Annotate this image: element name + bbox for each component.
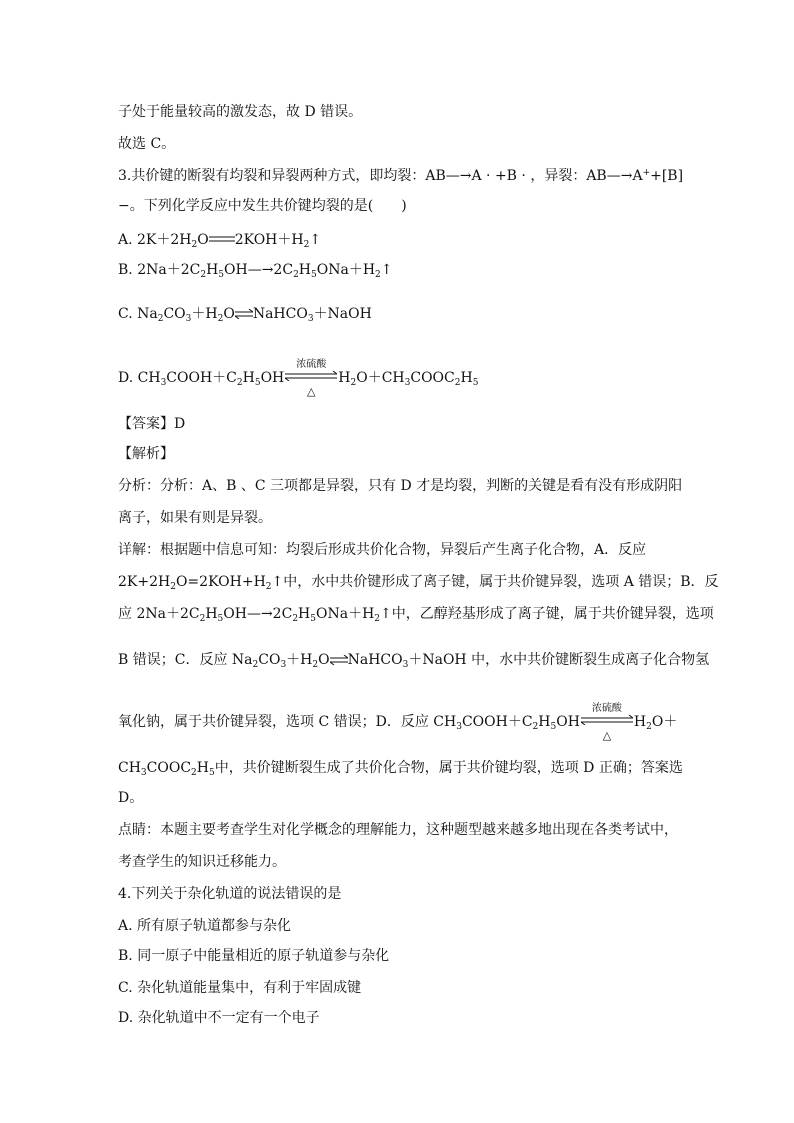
option-d: D. $CH_3COOH+C_2H_5OH$ 浓硫酸 △ $H_2O+CH_3COOC_2H_5$ bbox=[118, 359, 479, 398]
detail-text: 中，水中共价键形成了离子键，属于共价键异裂，选项 A 错误；B．反 bbox=[283, 574, 719, 590]
comment-line: 点睛：本题主要考查学生对化学概念的理解能力，这种题型越来越多地出现在各类考试中， bbox=[118, 822, 678, 838]
reversible-arrow bbox=[235, 305, 253, 325]
option-c: C. 杂化轨道能量集中，有利于牢固成键 bbox=[118, 980, 362, 996]
detail-line: B 错误；C．反应 $Na_2CO_3+H_2O$ NaHCO$_3$＋NaOH 中，水中共价键断裂生成离子化合物氢 bbox=[118, 652, 710, 670]
detail-line: D。 bbox=[118, 790, 144, 806]
option-a: A. 所有原子轨道都参与杂化 bbox=[118, 918, 292, 934]
option-d: D. 杂化轨道中不一定有一个电子 bbox=[118, 1010, 320, 1026]
stem-part: 3.共价键的断裂有均裂和异裂两种方式，即均裂：AB—→A · +B · ，异裂：AB—→A bbox=[118, 168, 643, 184]
detail-line: 详解：根据题中信息可知：均裂后形成共价化合物，异裂后产生离子化合物，A．反应 bbox=[118, 542, 647, 558]
text-line: 故选 C。 bbox=[118, 136, 176, 152]
reaction-condition-arrow bbox=[285, 359, 337, 398]
detail-text: 中，乙醇羟基形成了离子键，属于共价键异裂，选项 bbox=[391, 606, 714, 622]
reversible-arrow bbox=[330, 651, 348, 671]
answer: 【答案】D bbox=[118, 416, 186, 432]
equals-sign bbox=[209, 228, 235, 248]
comment-line: 考查学生的知识迁移能力。 bbox=[118, 854, 286, 870]
question-4-stem: 4.下列关于杂化轨道的说法错误的是 bbox=[118, 886, 342, 902]
option-label: D. bbox=[118, 370, 134, 386]
detail-text: 中，水中共价键断裂生成离子化合物氢 bbox=[471, 652, 710, 668]
heat-symbol: △ bbox=[602, 729, 612, 742]
detail-text: 应 bbox=[118, 606, 132, 622]
plus-sign: + bbox=[642, 168, 651, 178]
analysis-line: 离子，如果有则是异裂。 bbox=[118, 510, 272, 526]
analysis-line: 分析：分析：A、B 、C 三项都是异裂，只有 D 才是均裂，判断的关键是看有没有形成阴阳 bbox=[118, 478, 683, 494]
option-a: A. $2K+2H_2O$ $2KOH+H_2↑$ bbox=[118, 228, 321, 250]
detail-line: 应 $2Na+2C_2H_5OH—\to 2C_2H_5ONa+H_2↑$中，乙醇羟基形成了离子键，属于共价键异裂，选项 bbox=[118, 606, 714, 624]
detail-text: 中，共价键断裂生成了共价化合物，属于共价键均裂，选项 D 正确；答案选 bbox=[214, 760, 683, 776]
option-c: C. $Na_2CO_3+H_2O$ NaHCO$_3$＋NaOH bbox=[118, 306, 372, 324]
catalyst-label: 浓硫酸 bbox=[591, 703, 622, 714]
heat-symbol: △ bbox=[307, 385, 316, 398]
option-label: B. bbox=[118, 262, 133, 278]
question-3-stem bbox=[118, 166, 683, 186]
detail-text: B 错误；C．反应 bbox=[118, 652, 228, 668]
detail-line: 氧化钠，属于共价键异裂，选项 C 错误；D．反应 $CH_3COOH+C_2H_5OH$ 浓硫酸 △ $H_2O+$ bbox=[118, 703, 678, 742]
option-label: A. bbox=[118, 232, 133, 248]
option-b: B. $2Na+2C_2H_5OH—\to 2C_2H_5ONa+H_2↑$ bbox=[118, 262, 393, 280]
reaction-condition-arrow bbox=[581, 703, 633, 742]
option-label: C. bbox=[118, 306, 133, 322]
analysis-title: 【解析】 bbox=[118, 446, 174, 462]
stem-part: +[B] bbox=[650, 168, 684, 184]
text-line: 子处于能量较高的激发态，故 D 错误。 bbox=[118, 104, 363, 120]
question-3-stem-cont: −。下列化学反应中发生共价键均裂的是( ) bbox=[118, 198, 407, 214]
option-b: B. 同一原子中能量相近的原子轨道参与杂化 bbox=[118, 948, 390, 964]
catalyst-label: 浓硫酸 bbox=[296, 359, 327, 370]
detail-line: $2K+2H_2O=2KOH+H_2↑$中，水中共价键形成了离子键，属于共价键异裂，选项 A 错误；B．反 bbox=[118, 574, 719, 592]
detail-line: $CH_3COOC_2H_5$中，共价键断裂生成了共价化合物，属于共价键均裂，选项 D 正确；答案选 bbox=[118, 760, 683, 778]
detail-text: 氧化钠，属于共价键异裂，选项 C 错误；D．反应 bbox=[118, 714, 429, 730]
